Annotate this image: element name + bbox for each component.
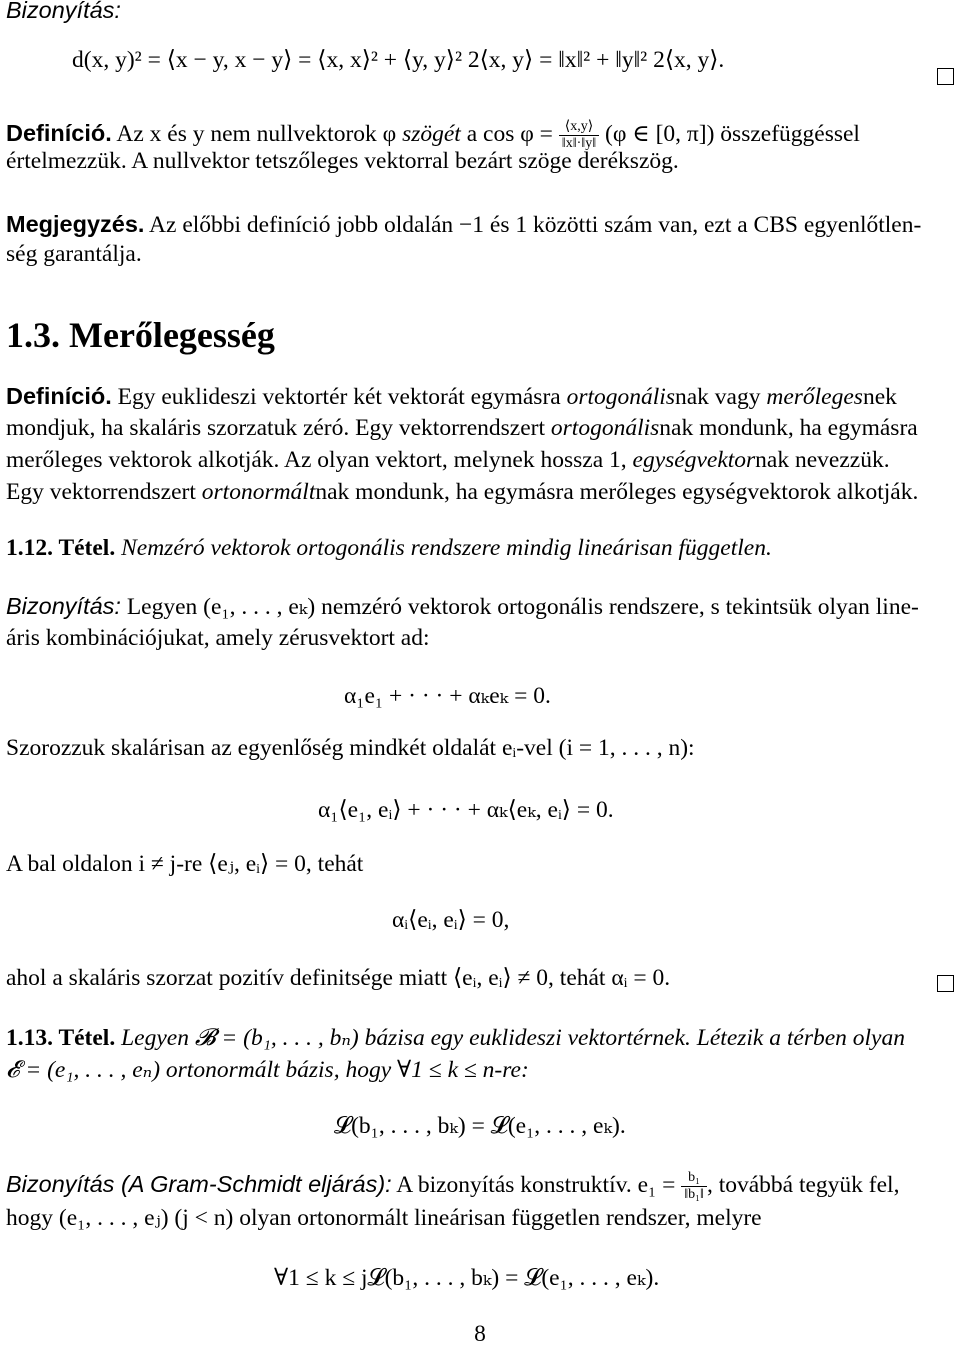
definition-label: Definíció. bbox=[6, 120, 112, 146]
term-orthogonal: ortogonális bbox=[550, 415, 660, 441]
definition-text: nak vagy bbox=[674, 384, 767, 410]
proof-text: Legyen (e₁, . . . , eₖ) nemzéró vektorok ortogonális rendszere, s tekintsük olyan line- bbox=[126, 594, 919, 620]
proof-1-12-line1 bbox=[6, 590, 954, 624]
proof-1-13-line1 bbox=[6, 1168, 954, 1203]
induction-equation: ∀1 ≤ k ≤ j𝓛(b₁, . . . , bₖ) = 𝓛(e₁, . . . , eₖ). bbox=[274, 1265, 660, 1291]
page-number: 8 bbox=[474, 1321, 486, 1347]
orthogonality-line3 bbox=[6, 444, 954, 477]
definition-label: Definíció. bbox=[6, 383, 112, 409]
fraction-numerator: b₁ bbox=[681, 1170, 707, 1187]
theorem-statement: Legyen 𝓑 = (b₁, . . . , bₙ) bázisa egy euklideszi vektortérnek. Létezik a térben olyan bbox=[121, 1025, 905, 1051]
definition-text: nak mondunk, ha egymásra bbox=[659, 415, 918, 441]
angle-definition-line2: értelmezzük. A nullvektor tetszőleges vektorral bezárt szöge derékszög. bbox=[6, 148, 679, 174]
theorem-statement: Nemzéró vektorok ortogonális rendszere mindig lineárisan független. bbox=[121, 535, 772, 561]
remark-label: Megjegyzés. bbox=[6, 211, 145, 237]
proof-1-12-line4: A bal oldalon i ≠ j-re ⟨eⱼ, eᵢ⟩ = 0, tehát bbox=[6, 851, 364, 877]
definition-text: nek bbox=[862, 384, 897, 410]
normalization-fraction bbox=[681, 1170, 707, 1203]
linear-combination-equation: α₁e₁ + · · · + αₖeₖ = 0. bbox=[344, 683, 551, 709]
fraction-denominator: ‖b₁‖ bbox=[684, 1187, 704, 1203]
theorem-1-12 bbox=[6, 532, 954, 565]
qed-box bbox=[937, 68, 954, 85]
remark-line2: ség garantálja. bbox=[6, 241, 142, 267]
definition-text: Egy vektorrendszert bbox=[6, 479, 202, 505]
definition-text: Egy euklideszi vektortér két vektorát egymásra bbox=[117, 384, 567, 410]
theorem-1-13 bbox=[6, 1022, 954, 1055]
fraction-denominator: ‖x‖·‖y‖ bbox=[561, 136, 597, 152]
remark-text: Az előbbi definíció jobb oldalán −1 és 1 közötti szám van, ezt a CBS egyenlőtlen- bbox=[149, 212, 922, 238]
theorem-1-13-line2: 𝓔 = (e₁, . . . , eₙ) ortonormált bázis, hogy ∀1 ≤ k ≤ n-re: bbox=[6, 1057, 529, 1083]
proof-1-12-line3: Szorozzuk skalárisan az egyenlőség mindkét oldalát eᵢ-vel (i = 1, . . . , n): bbox=[6, 735, 695, 761]
qed-box bbox=[937, 975, 954, 992]
definition-text: (φ ∈ [0, π]) összefüggéssel bbox=[599, 121, 860, 147]
definition-text: merőleges vektorok alkotják. Az olyan vektort, melynek hossza 1, bbox=[6, 447, 633, 473]
proof-label: Bizonyítás: bbox=[6, 593, 121, 619]
term-unit-vector: egységvektor bbox=[632, 447, 756, 473]
span-equation: 𝓛(b₁, . . . , bₖ) = 𝓛(e₁, . . . , eₖ). bbox=[334, 1113, 626, 1139]
proof-text: , továbbá tegyük fel, bbox=[706, 1172, 900, 1198]
definition-term: szögét bbox=[402, 121, 461, 147]
proof-1-12-line5: ahol a skaláris szorzat pozitív definitsége miatt ⟨eᵢ, eᵢ⟩ ≠ 0, tehát αᵢ = 0. bbox=[6, 965, 671, 991]
term-perpendicular: merőleges bbox=[766, 384, 863, 410]
proof-text: A bizonyítás konstruktív. e₁ = bbox=[391, 1172, 682, 1198]
definition-text: a cos φ = bbox=[460, 121, 559, 147]
definition-text: nak nevezzük. bbox=[755, 447, 890, 473]
theorem-label: 1.13. Tétel. bbox=[6, 1025, 116, 1051]
orthogonality-line4 bbox=[6, 476, 954, 509]
term-orthonormal: ortonormált bbox=[201, 479, 316, 505]
document-page bbox=[6, 0, 954, 1347]
proof-label: Bizonyítás: bbox=[6, 0, 121, 23]
proof-label: Bizonyítás (A Gram-Schmidt eljárás): bbox=[6, 1171, 392, 1197]
scalar-product-equation: α₁⟨e₁, eᵢ⟩ + · · · + αₖ⟨eₖ, eᵢ⟩ = 0. bbox=[318, 797, 614, 823]
term-orthogonal: ortogonális bbox=[566, 384, 675, 410]
proof-1-13-line2: hogy (e₁, . . . , eⱼ) (j < n) olyan ortonormált lineárisan független rendszer, melyre bbox=[6, 1205, 762, 1231]
definition-text: Az x és y nem nullvektorok φ bbox=[116, 121, 403, 147]
alpha-equation: αᵢ⟨eᵢ, eᵢ⟩ = 0, bbox=[392, 907, 510, 933]
section-heading: 1.3. Merőlegesség bbox=[6, 315, 275, 355]
theorem-label: 1.12. Tétel. bbox=[6, 535, 116, 561]
definition-text: mondjuk, ha skaláris szorzatuk zéró. Egy vektorrendszert bbox=[6, 415, 551, 441]
definition-text: nak mondunk, ha egymásra merőleges egységvektorok alkotják. bbox=[315, 479, 919, 505]
orthogonality-definition bbox=[6, 380, 954, 414]
proof-1-12-line2: áris kombinációjukat, amely zérusvektort ad: bbox=[6, 625, 430, 651]
distance-equation: d(x, y)² = ⟨x − y, x − y⟩ = ⟨x, x⟩² + ⟨y, y⟩² 2⟨x, y⟩ = ‖x‖² + ‖y‖² 2⟨x, y⟩. bbox=[72, 47, 725, 73]
remark bbox=[6, 208, 954, 242]
fraction-numerator: ⟨x,y⟩ bbox=[559, 119, 599, 136]
orthogonality-line2 bbox=[6, 412, 954, 445]
